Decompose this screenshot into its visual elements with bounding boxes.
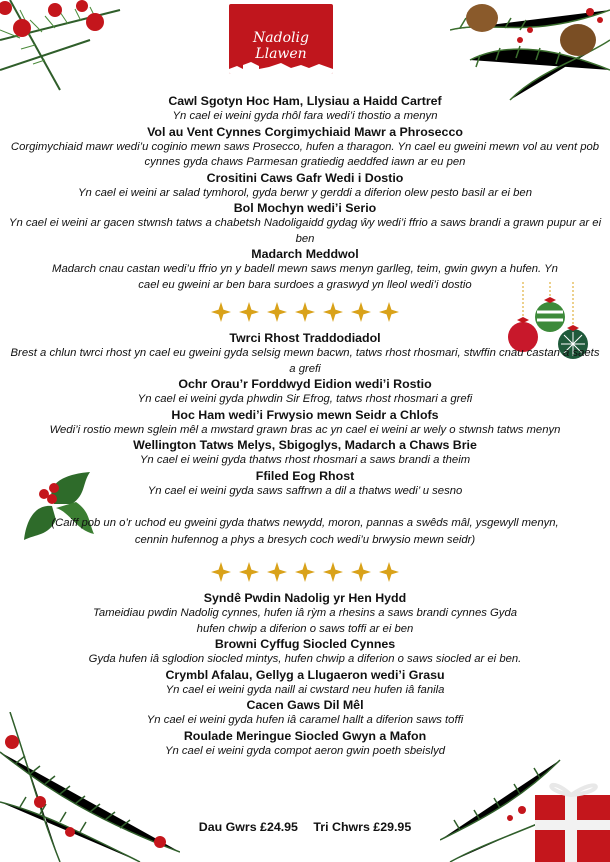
dish-name: Bol Mochyn wedi’i Serio: [233, 201, 377, 215]
dish-description: Yn cael ei weini gyda saws saffrwn a dil a thatws wedi’ u sesno: [147, 484, 463, 497]
star-icon: [323, 302, 343, 322]
star-icon: [379, 562, 399, 582]
sides-note: (Caiff pob un o’r uchod eu gweini gyda thatws newydd, moron, pannas a swêds mâl, ysgewyll menyn, cennin hufennog a phys a bresych coch wedi’u brwysio mewn seidr): [51, 517, 559, 546]
star-icon: [295, 562, 315, 582]
star-icon: [239, 562, 259, 582]
mains-section: [0, 331, 610, 499]
price-line: [0, 820, 610, 834]
star-icon: [379, 302, 399, 322]
dish-name: Vol au Vent Cynnes Corgimychiaid Mawr a Phrosecco: [147, 124, 463, 139]
dish-description: Yn cael ei weini ar gacen stwnsh tatws a chabetsh Nadoligaidd gydag ŵy wedi’i ffrio a saws brandi a grawn pupur ar ei ben: [8, 217, 602, 245]
star-icon: [267, 302, 287, 322]
dish-name: Hoc Ham wedi’i Frwysio mewn Seidr a Chlofs: [171, 407, 439, 422]
star-icon: [351, 562, 371, 582]
dish-name: Syndê Pwdin Nadolig yr Hen Hydd: [203, 591, 407, 605]
star-divider: [0, 299, 610, 325]
star-divider: [0, 559, 610, 585]
dish-name: Wellington Tatws Melys, Sbigoglys, Madarch a Chaws Brie: [133, 438, 477, 452]
star-icon: [211, 562, 231, 582]
banner-title: Nadolig Llawen: [253, 30, 309, 62]
dish-name: Ffiled Eog Rhost: [255, 468, 355, 483]
dish-description: Yn cael ei weini gyda naill ai cwstard neu hufen iâ fanila: [165, 683, 445, 696]
snowy-rooftops-icon: [229, 60, 333, 74]
dish-name: Madarch Meddwol: [251, 247, 359, 261]
star-icon: [267, 562, 287, 582]
menu-body: [0, 94, 610, 759]
dish-name: Crymbl Afalau, Gellyg a Llugaeron wedi’i Grasu: [165, 667, 445, 682]
dish-description: Wedi’i rostio mewn sglein mêl a mwstard grawn bras ac yn cael ei weini ar wely o stwnsh tatws menyn: [49, 423, 561, 436]
star-icon: [323, 562, 343, 582]
desserts-section: [0, 591, 610, 759]
dish-name: Cawl Sgotyn Hoc Ham, Llysiau a Haidd Cartref: [168, 94, 442, 108]
starters-section: [0, 94, 610, 293]
dish-description: Yn cael ei weini gyda hufen iâ caramel hallt a diferion saws toffi: [146, 714, 464, 726]
dish-description: Yn cael ei weini gyda compot aeron gwin poeth sbeislyd: [164, 744, 446, 757]
dish-description: Tameidiau pwdin Nadolig cynnes, hufen iâ rỳm a rhesins a saws brandi cynnes Gyda hufen chwip a diferion o saws toffi ar ei ben: [92, 607, 518, 635]
dish-name: Twrci Rhost Traddodiadol: [229, 331, 381, 345]
star-icon: [239, 302, 259, 322]
dish-description: Brest a chlun twrci rhost yn cael eu gweini gyda selsig mewn bacwn, tatws rhost rhosmari, stwffin cnau castan a saets a grefi: [10, 347, 600, 375]
dish-description: Yn cael ei weini gyda phwdin Sir Efrog, tatws rhost rhosmari a grefi: [137, 393, 473, 405]
dish-name: Cacen Gaws Dil Mêl: [246, 698, 364, 712]
two-course-price: Dau Gwrs £24.95: [198, 820, 298, 834]
star-icon: [295, 302, 315, 322]
dish-name: Ochr Orau’r Forddwyd Eidion wedi’i Rostio: [178, 377, 432, 391]
dish-name: Crositini Caws Gafr Wedi i Dostio: [206, 170, 404, 185]
nadolig-llawen-banner: [229, 4, 333, 74]
dish-name: Roulade Meringue Siocled Gwyn a Mafon: [183, 728, 427, 743]
dish-description: Yn cael ei weini gyda rhôl fara wedi’i thostio a menyn: [172, 110, 438, 122]
dish-description: Yn cael ei weini gyda thatws rhost rhosmari a saws brandi a theim: [139, 454, 471, 466]
star-icon: [351, 302, 371, 322]
dish-description: Madarch cnau castan wedi’u ffrio yn y badell mewn saws menyn garlleg, teim, gwin gwyn a hufen. Yn cael eu gweini ar ben bara surdoes a graswyd yn lleol wedi’i dostio: [52, 263, 558, 291]
star-icon: [211, 302, 231, 322]
dish-name: Browni Cyffug Siocled Cynnes: [214, 637, 396, 651]
dish-description: Yn cael ei weini ar salad tymhorol, gyda berwr y gerddi a diferion olew pesto basil ar ei ben: [78, 186, 532, 199]
dish-description: Gyda hufen iâ sglodion siocled mintys, hufen chwip a diferion o saws siocled ar ei ben.: [88, 653, 522, 665]
dish-description: Corgimychiaid mawr wedi’u coginio mewn saws Prosecco, hufen a tharagon. Yn cael eu gweini mewn vol au vent pob cynnes gyda chaws Parmesan gratiedig aeddfed iawn ar eu pen: [10, 140, 600, 168]
three-course-price: Tri Chwrs £29.95: [313, 820, 412, 834]
